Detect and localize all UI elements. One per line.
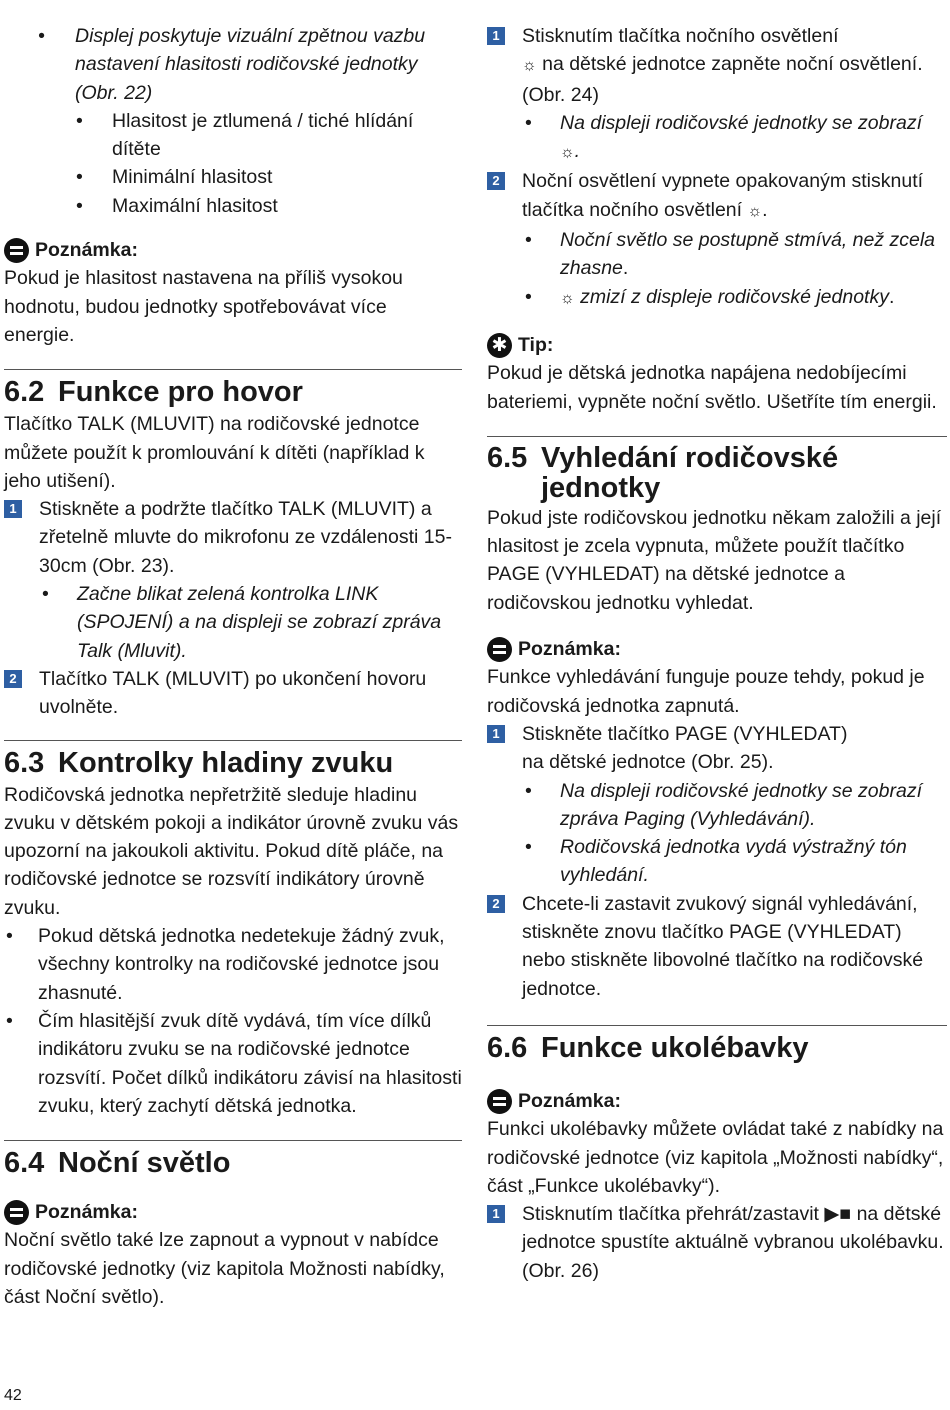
section-divider: [4, 369, 462, 370]
step-item: [4, 665, 462, 722]
note-heading: [4, 236, 462, 264]
section-title: Funkce ukolébavky: [541, 1031, 809, 1064]
section-intro: Pokud jste rodičovskou jednotku někam založili a její hlasitost je zcela vypnuta, můžete použít tlačítko PAGE (VYHLEDAT) na dětské jednotce a rodičovskou jednotku vyhledat.: [487, 506, 942, 614]
step-number-badge: 2: [487, 895, 505, 913]
step-number-badge: 1: [487, 27, 505, 45]
step-result: • Na displeji rodičovské jednotky se zobrazí ☼.: [487, 109, 947, 168]
step-text: Noční osvětlení vypnete opakovaným stisknutí tlačítka nočního osvětlení: [522, 170, 924, 221]
step-text: Stiskněte a podržte tlačítko TALK (MLUVIT) a zřetelně mluvte do mikrofonu ze vzdálenosti 15-30cm (Obr. 23).: [39, 498, 452, 577]
step-item: [487, 720, 947, 777]
note-title: Poznámka:: [518, 1089, 621, 1112]
step-number-badge: 1: [487, 1205, 505, 1223]
section-number: 6.2: [4, 376, 45, 409]
step-item: [487, 890, 947, 1003]
section-heading: [487, 1032, 947, 1065]
note-icon: [487, 637, 512, 662]
night-light-icon: ☼: [522, 57, 537, 75]
step-number-badge: 1: [4, 500, 22, 518]
note-title: Poznámka:: [35, 1201, 138, 1224]
section-number: 6.3: [4, 746, 45, 779]
step-text: Stiskněte tlačítko PAGE (VYHLEDAT) na dětské jednotce (Obr. 25).: [522, 722, 848, 774]
list-item: • Čím hlasitější zvuk dítě vydává, tím více dílků indikátoru zvuku se na rodičovské jednotce rozsvítí. Počet dílků indikátoru závisí na hlasitosti zvuku, který zachytí dětská jednotka.: [4, 1007, 462, 1120]
step-number-badge: 2: [4, 670, 22, 688]
note-icon: [487, 1089, 512, 1114]
note-text: Noční světlo také lze zapnout a vypnout v nabídce rodičovské jednotky (viz kapitola Možnosti nabídky, část Noční světlo).: [4, 1229, 445, 1308]
tip-heading: [487, 331, 947, 359]
volume-level-item: • Maximální hlasitost: [4, 192, 462, 220]
section-title: Noční světlo: [58, 1147, 231, 1180]
note-text: Pokud je hlasitost nastavena na příliš vysokou hodnotu, budou jednotky spotřebovávat více energie.: [4, 267, 403, 346]
step-result: • Na displeji rodičovské jednotky se zobrazí zpráva Paging (Vyhledávání).: [487, 777, 947, 834]
section-number: 6.6: [487, 1031, 528, 1064]
step-text: Chcete-li zastavit zvukový signál vyhledávání, stiskněte znovu tlačítko PAGE (VYHLEDAT) nebo stiskněte libovolné tlačítko na rodičovské jednotce.: [522, 892, 924, 1000]
step-result: • Začne blikat zelená kontrolka LINK (SPOJENÍ) a na displeji se zobrazí zpráva Talk (Mluvit).: [4, 580, 462, 665]
night-light-icon: ☼: [560, 289, 575, 307]
note-heading: [487, 1087, 947, 1115]
step-text: Stisknutím tlačítka nočního osvětlení: [522, 25, 839, 47]
note-heading: [4, 1198, 462, 1226]
section-divider: [487, 1025, 947, 1026]
note-text: Funkce vyhledávání funguje pouze tehdy, pokud je rodičovská jednotka zapnutá.: [487, 666, 925, 717]
page-number: 42: [4, 1387, 22, 1404]
note-icon: [4, 1200, 29, 1225]
section-heading: [4, 376, 462, 409]
section-intro: Rodičovská jednotka nepřetržitě sleduje hladinu zvuku v dětském pokoji a indikátor úrovně zvuku vás upozorní na jakoukoli aktivitu. Pokud dítě pláče, na rodičovské jednotce se rozsvítí indikátory úrovně zvuku.: [4, 783, 459, 919]
step-result: • Noční světlo se postupně stmívá, než zcela zhasne.: [487, 226, 947, 283]
step-text: Tlačítko TALK (MLUVIT) po ukončení hovoru uvolněte.: [39, 667, 427, 719]
step-result-text: Na displeji rodičovské jednotky se zobrazí: [560, 111, 923, 134]
step-result: • Rodičovská jednotka vydá výstražný tón vyhledání.: [487, 833, 947, 890]
step-number-badge: 2: [487, 172, 505, 190]
tip-icon: ✱: [487, 333, 512, 358]
note-title: Poznámka:: [35, 239, 138, 262]
note-icon: [4, 238, 29, 263]
step-text: Stisknutím tlačítka přehrát/zastavit: [522, 1203, 819, 1226]
section-title: Funkce pro hovor: [58, 376, 303, 409]
note-heading: [487, 635, 947, 663]
step-number-badge: 1: [487, 725, 505, 743]
night-light-icon: ☼: [747, 202, 763, 220]
section-number: 6.4: [4, 1147, 45, 1180]
volume-level-item: • Hlasitost je ztlumená / tiché hlídání dítěte: [4, 107, 462, 164]
volume-level-item: • Minimální hlasitost: [4, 163, 462, 191]
step-result-text: Noční světlo se postupně stmívá, než zcela zhasne: [560, 229, 936, 280]
tip-title: Tip:: [518, 333, 554, 356]
right-column: [487, 22, 947, 1285]
section-heading: [487, 443, 947, 503]
step-item: 2 Noční osvětlení vypnete opakovaným stisknutí tlačítka nočního osvětlení ☼.: [487, 167, 947, 226]
section-intro: Tlačítko TALK (MLUVIT) na rodičovské jednotce můžete použít k promlouvání k dítěti (například k jeho utišení).: [4, 413, 425, 492]
play-stop-icon: ▶■: [824, 1203, 852, 1226]
volume-display-bullet: • Displej poskytuje vizuální zpětnou vazbu nastavení hlasitosti rodičovské jednotky (Obr. 22): [4, 22, 462, 107]
section-heading: [4, 1147, 462, 1180]
note-title: Poznámka:: [518, 638, 621, 661]
section-number: 6.5: [487, 441, 528, 474]
section-divider: [4, 740, 462, 741]
step-item: [487, 22, 947, 109]
section-divider: [487, 436, 947, 437]
section-divider: [4, 1140, 462, 1141]
step-text: na dětské jednotce zapněte noční osvětlení. (Obr. 24): [522, 53, 923, 106]
night-light-icon: ☼: [560, 144, 575, 162]
list-item: • Pokud dětská jednotka nedetekuje žádný zvuk, všechny kontrolky na rodičovské jednotce jsou zhasnuté.: [4, 922, 462, 1007]
section-title: Vyhledání rodičovské jednotky: [541, 441, 839, 504]
step-result-text: zmizí z displeje rodičovské jednotky: [580, 285, 889, 308]
step-text: na dětské jednotce spustíte aktuálně vybranou ukolébavku. (Obr. 26): [522, 1203, 944, 1282]
step-item: [4, 495, 462, 580]
note-text: Funkci ukolébavky můžete ovládat také z nabídky na rodičovské jednotce (viz kapitola „Možnosti nabídky“, část „Funkce ukolébavky“).: [487, 1118, 944, 1197]
section-title: Kontrolky hladiny zvuku: [58, 746, 394, 779]
tip-text: Pokud je dětská jednotka napájena nedobíjecími bateriemi, vypněte noční světlo. Ušetříte tím energii.: [487, 362, 937, 413]
step-item: [487, 1200, 947, 1285]
section-heading: [4, 747, 462, 780]
left-column: [4, 22, 462, 1311]
step-result: • ☼ zmizí z displeje rodičovské jednotky.: [487, 283, 947, 313]
